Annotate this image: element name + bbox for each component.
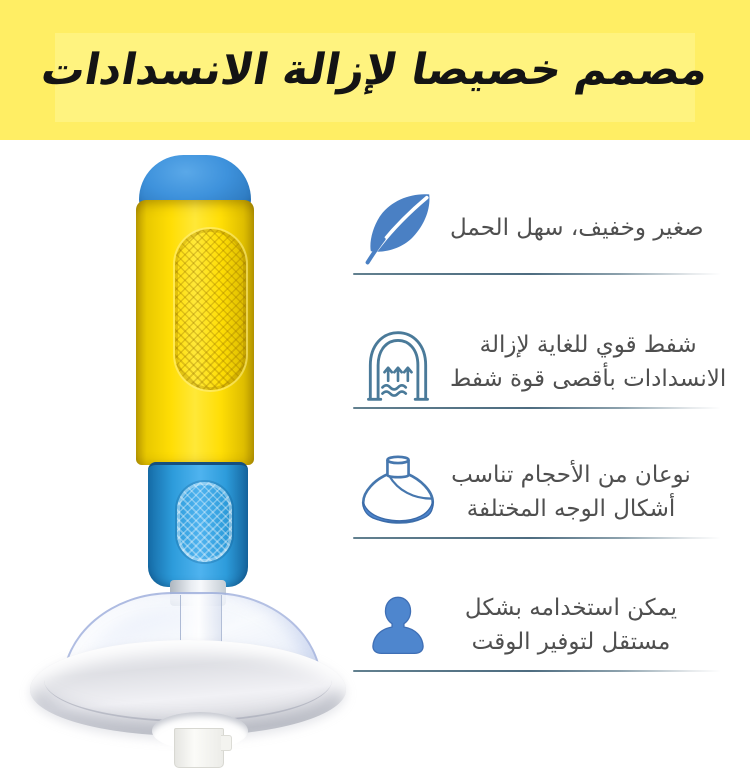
- feature-list: [350, 140, 727, 777]
- feather-icon: [350, 188, 446, 268]
- feature-text-line: الانسدادات بأقصى قوة شفط: [450, 366, 727, 392]
- mask-sizes-icon: [350, 452, 446, 533]
- feature-text-line: صغير وخفيف، سهل الحمل: [450, 215, 704, 241]
- divider: [353, 407, 721, 409]
- mask-bottom-valve: [174, 728, 224, 768]
- product-yellow-handle: [136, 200, 254, 465]
- divider: [353, 273, 721, 275]
- feature-text-line: شفط قوي للغاية لإزالة: [479, 332, 697, 358]
- feature-text: [446, 328, 750, 396]
- feature-text: [446, 211, 734, 245]
- feature-text-line: أشكال الوجه المختلفة: [466, 496, 676, 522]
- feature-item-two-sizes: [350, 446, 722, 538]
- feature-item-lightweight: [350, 180, 722, 276]
- valve-notch: [221, 735, 232, 751]
- main-content: [0, 140, 750, 777]
- product-photo: [0, 140, 350, 777]
- product-blue-barrel: [148, 462, 248, 587]
- mask-cushion-seam: [44, 638, 332, 722]
- feature-text-line: نوعان من الأحجام تناسب: [451, 462, 691, 488]
- header-banner: [0, 0, 750, 140]
- suction-power-icon: [350, 319, 446, 405]
- feature-text: [446, 458, 722, 526]
- feature-text: [446, 591, 722, 659]
- divider: [353, 537, 721, 539]
- page-title: مصمم خصيصا لإزالة الانسدادات: [37, 45, 713, 95]
- barrel-grip-texture: [177, 482, 232, 562]
- feature-text-line: مستقل لتوفير الوقت: [471, 629, 671, 655]
- handle-grip-texture: [175, 229, 246, 390]
- divider: [353, 670, 721, 672]
- feature-text-line: يمكن استخدامه بشكل: [464, 595, 678, 621]
- feature-item-independent-use: [350, 578, 722, 672]
- independent-use-icon: [350, 589, 446, 661]
- feature-item-strong-suction: [350, 316, 727, 408]
